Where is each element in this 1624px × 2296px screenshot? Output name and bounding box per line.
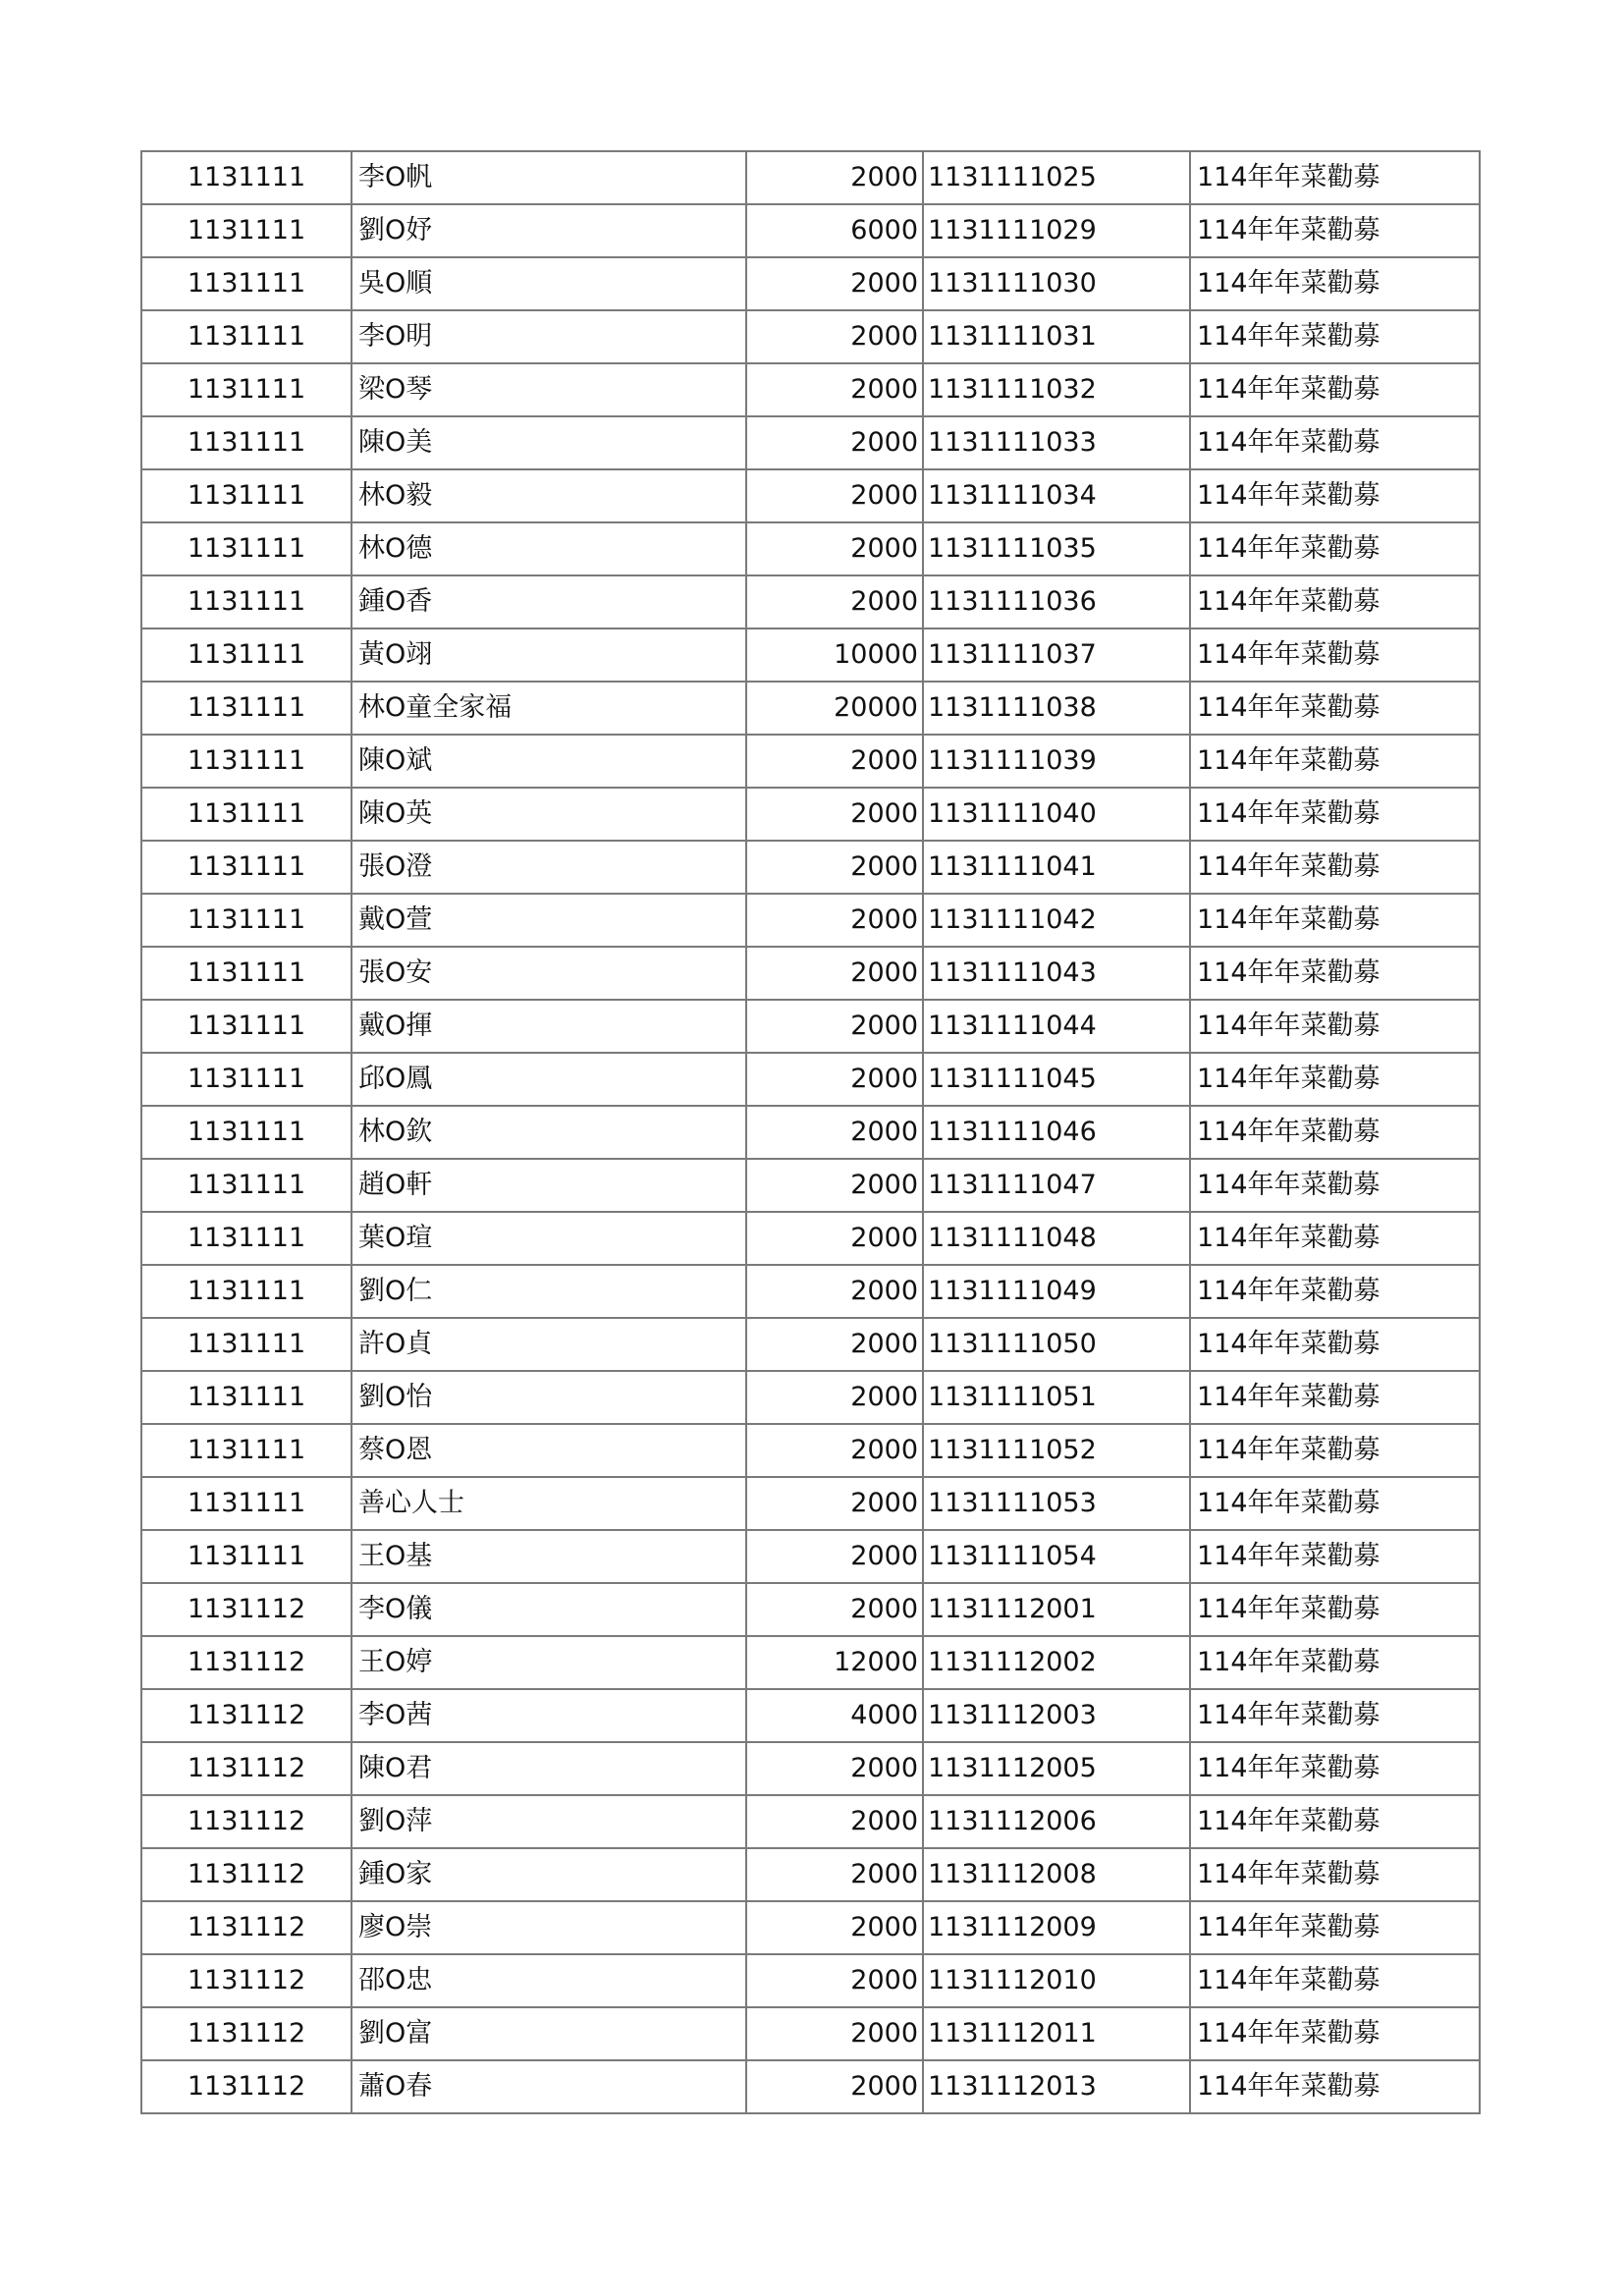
date-cell: 1131111 <box>141 469 352 522</box>
amount-cell: 2000 <box>746 1371 923 1424</box>
donor-name-cell: 梁O琴 <box>352 363 746 416</box>
purpose-cell: 114年年菜勸募 <box>1190 682 1480 735</box>
amount-cell: 2000 <box>746 947 923 1000</box>
table-row <box>141 1742 1480 1795</box>
table-row <box>141 1477 1480 1530</box>
date-cell: 1131111 <box>141 1159 352 1212</box>
amount-cell: 2000 <box>746 363 923 416</box>
date-cell: 1131111 <box>141 1424 352 1477</box>
purpose-cell: 114年年菜勸募 <box>1190 1318 1480 1371</box>
amount-cell: 2000 <box>746 1901 923 1954</box>
donation-table-body <box>141 151 1480 2113</box>
purpose-cell: 114年年菜勸募 <box>1190 1265 1480 1318</box>
donor-name-cell: 林O欽 <box>352 1106 746 1159</box>
date-cell: 1131111 <box>141 1530 352 1583</box>
amount-cell: 2000 <box>746 1848 923 1901</box>
date-cell: 1131111 <box>141 575 352 629</box>
purpose-cell: 114年年菜勸募 <box>1190 735 1480 788</box>
date-cell: 1131112 <box>141 2007 352 2060</box>
amount-cell: 2000 <box>746 1053 923 1106</box>
table-row <box>141 257 1480 310</box>
date-cell: 1131112 <box>141 1795 352 1848</box>
amount-cell: 2000 <box>746 1265 923 1318</box>
receipt-number-cell: 1131111030 <box>923 257 1190 310</box>
amount-cell: 2000 <box>746 1212 923 1265</box>
donation-table <box>140 150 1481 2114</box>
receipt-number-cell: 1131111041 <box>923 841 1190 894</box>
table-row <box>141 416 1480 469</box>
date-cell: 1131111 <box>141 894 352 947</box>
amount-cell: 2000 <box>746 1159 923 1212</box>
donor-name-cell: 林O毅 <box>352 469 746 522</box>
purpose-cell: 114年年菜勸募 <box>1190 894 1480 947</box>
amount-cell: 2000 <box>746 310 923 363</box>
date-cell: 1131111 <box>141 735 352 788</box>
purpose-cell: 114年年菜勸募 <box>1190 1212 1480 1265</box>
donor-name-cell: 林O童全家福 <box>352 682 746 735</box>
donor-name-cell: 李O帆 <box>352 151 746 204</box>
donor-name-cell: 鍾O香 <box>352 575 746 629</box>
purpose-cell: 114年年菜勸募 <box>1190 2060 1480 2113</box>
receipt-number-cell: 1131111043 <box>923 947 1190 1000</box>
donor-name-cell: 趙O軒 <box>352 1159 746 1212</box>
date-cell: 1131111 <box>141 1477 352 1530</box>
date-cell: 1131111 <box>141 1000 352 1053</box>
receipt-number-cell: 1131111033 <box>923 416 1190 469</box>
receipt-number-cell: 1131112009 <box>923 1901 1190 1954</box>
donor-name-cell: 吳O順 <box>352 257 746 310</box>
donor-name-cell: 邵O忠 <box>352 1954 746 2007</box>
amount-cell: 2000 <box>746 841 923 894</box>
donor-name-cell: 陳O英 <box>352 788 746 841</box>
purpose-cell: 114年年菜勸募 <box>1190 1159 1480 1212</box>
purpose-cell: 114年年菜勸募 <box>1190 1742 1480 1795</box>
purpose-cell: 114年年菜勸募 <box>1190 1795 1480 1848</box>
table-row <box>141 894 1480 947</box>
receipt-number-cell: 1131111048 <box>923 1212 1190 1265</box>
receipt-number-cell: 1131111039 <box>923 735 1190 788</box>
amount-cell: 2000 <box>746 1954 923 2007</box>
purpose-cell: 114年年菜勸募 <box>1190 1477 1480 1530</box>
donor-name-cell: 黃O翊 <box>352 629 746 682</box>
table-row <box>141 2007 1480 2060</box>
table-row <box>141 1000 1480 1053</box>
table-row <box>141 1901 1480 1954</box>
donor-name-cell: 陳O斌 <box>352 735 746 788</box>
donor-name-cell: 張O澄 <box>352 841 746 894</box>
receipt-number-cell: 1131111050 <box>923 1318 1190 1371</box>
donor-name-cell: 劉O怡 <box>352 1371 746 1424</box>
date-cell: 1131112 <box>141 1689 352 1742</box>
receipt-number-cell: 1131111040 <box>923 788 1190 841</box>
table-row <box>141 1106 1480 1159</box>
donor-name-cell: 葉O瑄 <box>352 1212 746 1265</box>
amount-cell: 2000 <box>746 894 923 947</box>
donor-name-cell: 戴O揮 <box>352 1000 746 1053</box>
donor-name-cell: 劉O妤 <box>352 204 746 257</box>
date-cell: 1131112 <box>141 1636 352 1689</box>
table-row <box>141 1159 1480 1212</box>
purpose-cell: 114年年菜勸募 <box>1190 1583 1480 1636</box>
table-row <box>141 1795 1480 1848</box>
donor-name-cell: 戴O萱 <box>352 894 746 947</box>
receipt-number-cell: 1131111054 <box>923 1530 1190 1583</box>
receipt-number-cell: 1131111044 <box>923 1000 1190 1053</box>
amount-cell: 2000 <box>746 735 923 788</box>
purpose-cell: 114年年菜勸募 <box>1190 1689 1480 1742</box>
purpose-cell: 114年年菜勸募 <box>1190 1000 1480 1053</box>
table-row <box>141 469 1480 522</box>
date-cell: 1131111 <box>141 1318 352 1371</box>
table-row <box>141 310 1480 363</box>
table-row <box>141 363 1480 416</box>
purpose-cell: 114年年菜勸募 <box>1190 1053 1480 1106</box>
table-row <box>141 204 1480 257</box>
amount-cell: 2000 <box>746 522 923 575</box>
donor-name-cell: 廖O崇 <box>352 1901 746 1954</box>
amount-cell: 2000 <box>746 1424 923 1477</box>
date-cell: 1131111 <box>141 841 352 894</box>
receipt-number-cell: 1131111053 <box>923 1477 1190 1530</box>
donor-name-cell: 劉O仁 <box>352 1265 746 1318</box>
table-row <box>141 1954 1480 2007</box>
date-cell: 1131111 <box>141 682 352 735</box>
purpose-cell: 114年年菜勸募 <box>1190 629 1480 682</box>
purpose-cell: 114年年菜勸募 <box>1190 310 1480 363</box>
table-row <box>141 682 1480 735</box>
table-row <box>141 947 1480 1000</box>
amount-cell: 10000 <box>746 629 923 682</box>
purpose-cell: 114年年菜勸募 <box>1190 522 1480 575</box>
amount-cell: 2000 <box>746 416 923 469</box>
table-row <box>141 1212 1480 1265</box>
amount-cell: 2000 <box>746 575 923 629</box>
date-cell: 1131111 <box>141 1053 352 1106</box>
amount-cell: 2000 <box>746 1318 923 1371</box>
date-cell: 1131111 <box>141 629 352 682</box>
receipt-number-cell: 1131111038 <box>923 682 1190 735</box>
purpose-cell: 114年年菜勸募 <box>1190 575 1480 629</box>
purpose-cell: 114年年菜勸募 <box>1190 1424 1480 1477</box>
purpose-cell: 114年年菜勸募 <box>1190 257 1480 310</box>
table-row <box>141 1689 1480 1742</box>
table-row <box>141 151 1480 204</box>
table-row <box>141 1636 1480 1689</box>
receipt-number-cell: 1131111042 <box>923 894 1190 947</box>
donor-name-cell: 劉O萍 <box>352 1795 746 1848</box>
purpose-cell: 114年年菜勸募 <box>1190 469 1480 522</box>
purpose-cell: 114年年菜勸募 <box>1190 1848 1480 1901</box>
table-row <box>141 629 1480 682</box>
receipt-number-cell: 1131111029 <box>923 204 1190 257</box>
receipt-number-cell: 1131112001 <box>923 1583 1190 1636</box>
receipt-number-cell: 1131112010 <box>923 1954 1190 2007</box>
amount-cell: 2000 <box>746 2007 923 2060</box>
amount-cell: 2000 <box>746 1530 923 1583</box>
table-row <box>141 1265 1480 1318</box>
donor-name-cell: 劉O富 <box>352 2007 746 2060</box>
donor-name-cell: 王O基 <box>352 1530 746 1583</box>
receipt-number-cell: 1131111034 <box>923 469 1190 522</box>
table-row <box>141 522 1480 575</box>
table-row <box>141 575 1480 629</box>
table-row <box>141 788 1480 841</box>
receipt-number-cell: 1131112011 <box>923 2007 1190 2060</box>
amount-cell: 12000 <box>746 1636 923 1689</box>
receipt-number-cell: 1131111025 <box>923 151 1190 204</box>
table-row <box>141 1530 1480 1583</box>
date-cell: 1131111 <box>141 151 352 204</box>
receipt-number-cell: 1131111032 <box>923 363 1190 416</box>
amount-cell: 2000 <box>746 1106 923 1159</box>
date-cell: 1131111 <box>141 416 352 469</box>
receipt-number-cell: 1131112005 <box>923 1742 1190 1795</box>
amount-cell: 2000 <box>746 1795 923 1848</box>
purpose-cell: 114年年菜勸募 <box>1190 416 1480 469</box>
receipt-number-cell: 1131111052 <box>923 1424 1190 1477</box>
purpose-cell: 114年年菜勸募 <box>1190 204 1480 257</box>
donor-name-cell: 陳O君 <box>352 1742 746 1795</box>
date-cell: 1131111 <box>141 1265 352 1318</box>
purpose-cell: 114年年菜勸募 <box>1190 947 1480 1000</box>
table-row <box>141 1583 1480 1636</box>
receipt-number-cell: 1131111031 <box>923 310 1190 363</box>
donor-name-cell: 王O婷 <box>352 1636 746 1689</box>
date-cell: 1131111 <box>141 1371 352 1424</box>
purpose-cell: 114年年菜勸募 <box>1190 1954 1480 2007</box>
receipt-number-cell: 1131112008 <box>923 1848 1190 1901</box>
date-cell: 1131112 <box>141 2060 352 2113</box>
date-cell: 1131112 <box>141 1742 352 1795</box>
date-cell: 1131111 <box>141 1212 352 1265</box>
receipt-number-cell: 1131111036 <box>923 575 1190 629</box>
receipt-number-cell: 1131111051 <box>923 1371 1190 1424</box>
amount-cell: 2000 <box>746 469 923 522</box>
date-cell: 1131112 <box>141 1954 352 2007</box>
purpose-cell: 114年年菜勸募 <box>1190 2007 1480 2060</box>
purpose-cell: 114年年菜勸募 <box>1190 1371 1480 1424</box>
purpose-cell: 114年年菜勸募 <box>1190 363 1480 416</box>
donor-name-cell: 李O茜 <box>352 1689 746 1742</box>
receipt-number-cell: 1131112013 <box>923 2060 1190 2113</box>
purpose-cell: 114年年菜勸募 <box>1190 841 1480 894</box>
donor-name-cell: 李O明 <box>352 310 746 363</box>
receipt-number-cell: 1131111035 <box>923 522 1190 575</box>
purpose-cell: 114年年菜勸募 <box>1190 788 1480 841</box>
date-cell: 1131111 <box>141 204 352 257</box>
amount-cell: 2000 <box>746 1000 923 1053</box>
table-row <box>141 841 1480 894</box>
donor-name-cell: 許O貞 <box>352 1318 746 1371</box>
receipt-number-cell: 1131112006 <box>923 1795 1190 1848</box>
purpose-cell: 114年年菜勸募 <box>1190 1106 1480 1159</box>
amount-cell: 2000 <box>746 1583 923 1636</box>
amount-cell: 4000 <box>746 1689 923 1742</box>
amount-cell: 2000 <box>746 2060 923 2113</box>
donor-name-cell: 善心人士 <box>352 1477 746 1530</box>
amount-cell: 2000 <box>746 788 923 841</box>
date-cell: 1131112 <box>141 1848 352 1901</box>
donor-name-cell: 鍾O家 <box>352 1848 746 1901</box>
purpose-cell: 114年年菜勸募 <box>1190 1901 1480 1954</box>
receipt-number-cell: 1131112003 <box>923 1689 1190 1742</box>
donor-name-cell: 張O安 <box>352 947 746 1000</box>
purpose-cell: 114年年菜勸募 <box>1190 1530 1480 1583</box>
receipt-number-cell: 1131111049 <box>923 1265 1190 1318</box>
table-row <box>141 735 1480 788</box>
amount-cell: 2000 <box>746 1742 923 1795</box>
amount-cell: 2000 <box>746 257 923 310</box>
table-row <box>141 1053 1480 1106</box>
donor-name-cell: 蕭O春 <box>352 2060 746 2113</box>
donor-name-cell: 陳O美 <box>352 416 746 469</box>
date-cell: 1131111 <box>141 363 352 416</box>
date-cell: 1131111 <box>141 522 352 575</box>
date-cell: 1131111 <box>141 310 352 363</box>
date-cell: 1131112 <box>141 1583 352 1636</box>
amount-cell: 2000 <box>746 1477 923 1530</box>
amount-cell: 20000 <box>746 682 923 735</box>
date-cell: 1131111 <box>141 788 352 841</box>
receipt-number-cell: 1131111046 <box>923 1106 1190 1159</box>
amount-cell: 2000 <box>746 151 923 204</box>
purpose-cell: 114年年菜勸募 <box>1190 1636 1480 1689</box>
table-row <box>141 1424 1480 1477</box>
donor-name-cell: 蔡O恩 <box>352 1424 746 1477</box>
date-cell: 1131112 <box>141 1901 352 1954</box>
table-row <box>141 1371 1480 1424</box>
table-row <box>141 2060 1480 2113</box>
table-row <box>141 1318 1480 1371</box>
receipt-number-cell: 1131112002 <box>923 1636 1190 1689</box>
receipt-number-cell: 1131111047 <box>923 1159 1190 1212</box>
purpose-cell: 114年年菜勸募 <box>1190 151 1480 204</box>
donor-name-cell: 李O儀 <box>352 1583 746 1636</box>
date-cell: 1131111 <box>141 947 352 1000</box>
date-cell: 1131111 <box>141 1106 352 1159</box>
receipt-number-cell: 1131111045 <box>923 1053 1190 1106</box>
date-cell: 1131111 <box>141 257 352 310</box>
receipt-number-cell: 1131111037 <box>923 629 1190 682</box>
donor-name-cell: 邱O鳳 <box>352 1053 746 1106</box>
amount-cell: 6000 <box>746 204 923 257</box>
table-row <box>141 1848 1480 1901</box>
donor-name-cell: 林O德 <box>352 522 746 575</box>
